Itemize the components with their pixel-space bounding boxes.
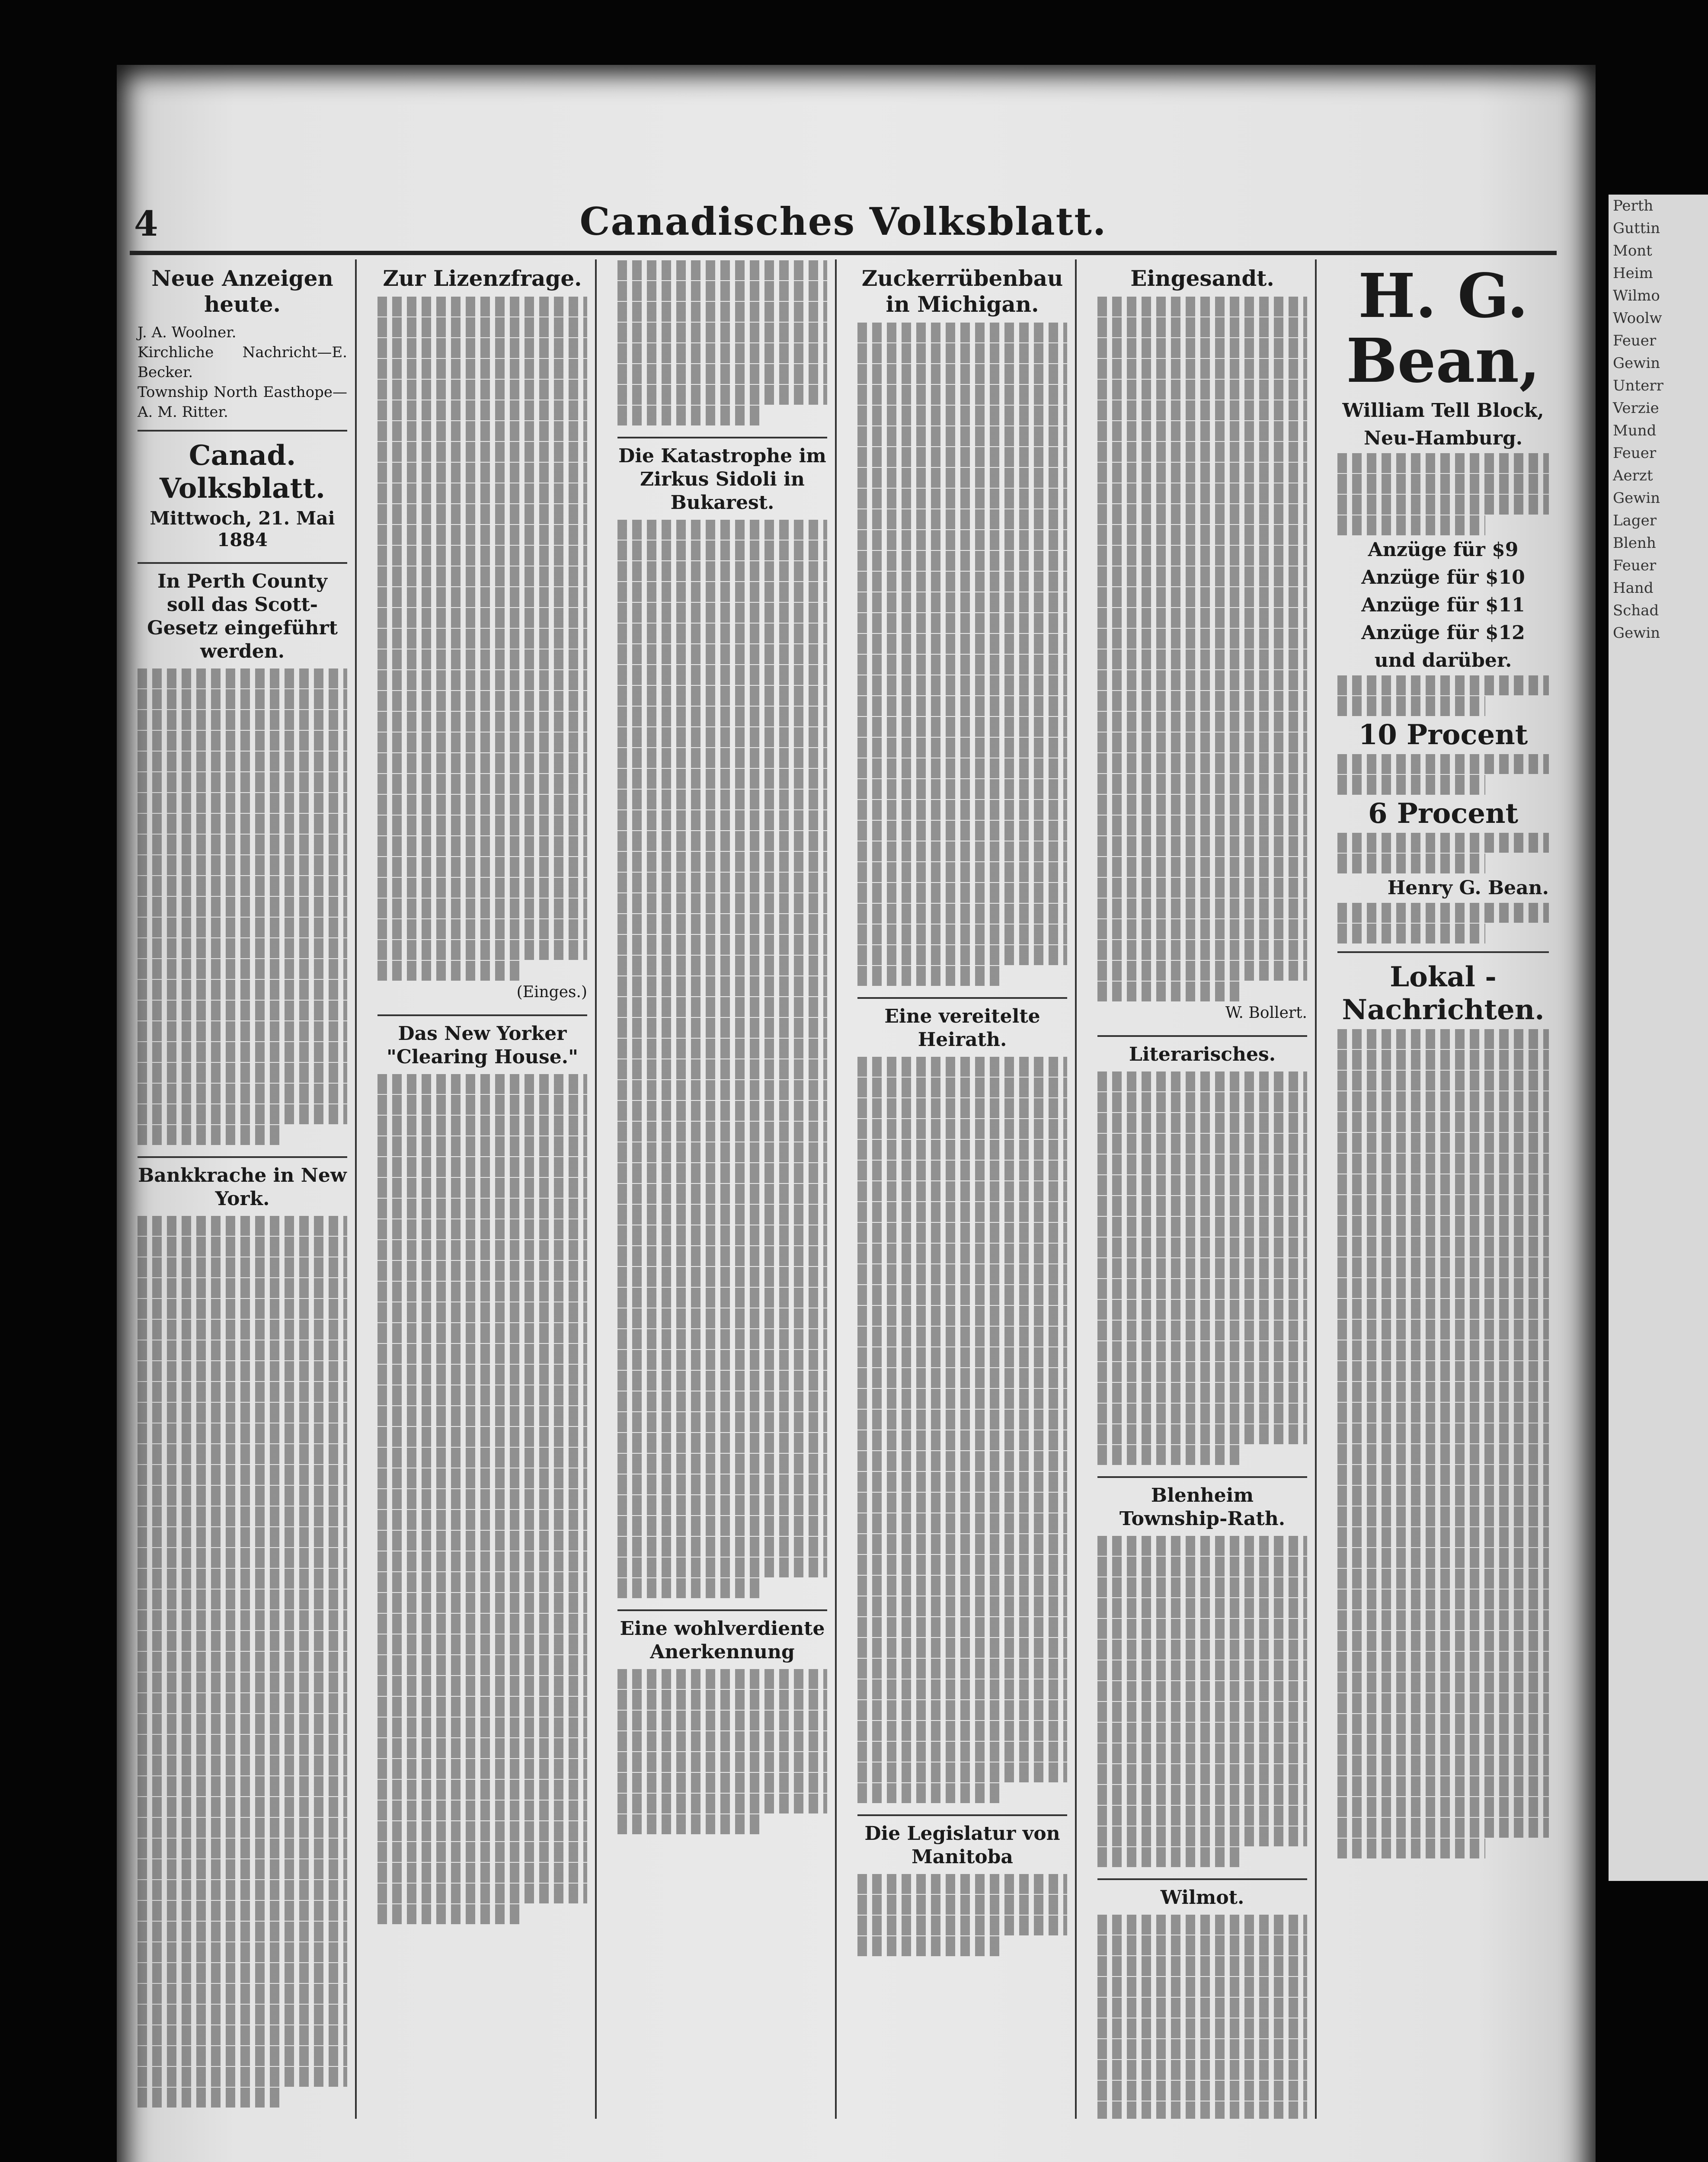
ad-discount: 6 Procent: [1368, 797, 1519, 830]
article-title: In Perth County soll das Scott-Gesetz eingeführt werden.: [138, 562, 347, 663]
ad-price: Anzüge für $12: [1361, 622, 1525, 644]
ad-price: Anzüge für $11: [1361, 594, 1525, 616]
ad-town: Neu-Hamburg.: [1363, 427, 1523, 449]
column-2: [370, 259, 597, 2119]
paper-name: Canad. Volksblatt.: [159, 439, 326, 505]
ad-price: Anzüge für $9: [1368, 539, 1519, 561]
ad-price: und darüber.: [1374, 649, 1512, 672]
article-title: Literarisches.: [1097, 1035, 1307, 1066]
column-4: [850, 259, 1077, 2119]
ad-price: Anzüge für $10: [1361, 566, 1525, 588]
masthead: [130, 186, 1557, 255]
section-title: Lokal - Nachrichten.: [1342, 961, 1545, 1026]
ad-block: William Tell Block,: [1342, 400, 1544, 422]
adjacent-page-edge: Perth Guttin Mont Heim Wilmo Woolw Feuer Gewin Unterr Verzie Mund Feuer Aerzt Gewin Lager Blenh Feuer Hand Schad Gewin: [1609, 195, 1708, 1881]
ad-discount: 10 Procent: [1358, 719, 1528, 751]
new-ads-heading: Neue Anzeigen heute.: [151, 265, 333, 317]
article-title: Zuckerrübenbau in Michigan.: [861, 265, 1063, 317]
issue-date: Mittwoch, 21. Mai 1884: [150, 508, 335, 550]
ad-item: Kirchliche Nachricht—E. Becker.: [138, 344, 347, 381]
column-1: [130, 259, 357, 2119]
columns: [130, 259, 1557, 2119]
paper-title: Canadisches Volksblatt.: [579, 199, 1107, 244]
article-title: Das New Yorker "Clearing House.": [377, 1014, 587, 1069]
column-6: [1330, 259, 1557, 2119]
column-5: [1090, 259, 1317, 2119]
article-title: Eingesandt.: [1130, 265, 1274, 291]
article-title: Bankkrache in New York.: [138, 1156, 347, 1211]
article-title: Wilmot.: [1097, 1878, 1307, 1909]
article-title: Die Legislatur von Manitoba: [857, 1814, 1067, 1869]
signoff: W. Bollert.: [1225, 1004, 1307, 1022]
column-3: [610, 259, 837, 2119]
article-title: Eine wohlverdiente Anerkennung: [617, 1609, 827, 1664]
ad-item: J. A. Woolner.: [138, 324, 237, 341]
article-title: Zur Lizenzfrage.: [383, 265, 582, 291]
article-title: Die Katastrophe im Zirkus Sidoli in Bukarest.: [617, 437, 827, 515]
ad-signoff: Henry G. Bean.: [1387, 877, 1549, 899]
ad-name: H. G. Bean,: [1346, 261, 1540, 397]
article-title: Blenheim Township-Rath.: [1097, 1476, 1307, 1531]
ad-item: Township North Easthope—A. M. Ritter.: [138, 384, 347, 421]
signoff: (Einges.): [516, 983, 587, 1001]
article-title: Eine vereitelte Heirath.: [857, 997, 1067, 1052]
page-number: 4: [134, 203, 158, 244]
